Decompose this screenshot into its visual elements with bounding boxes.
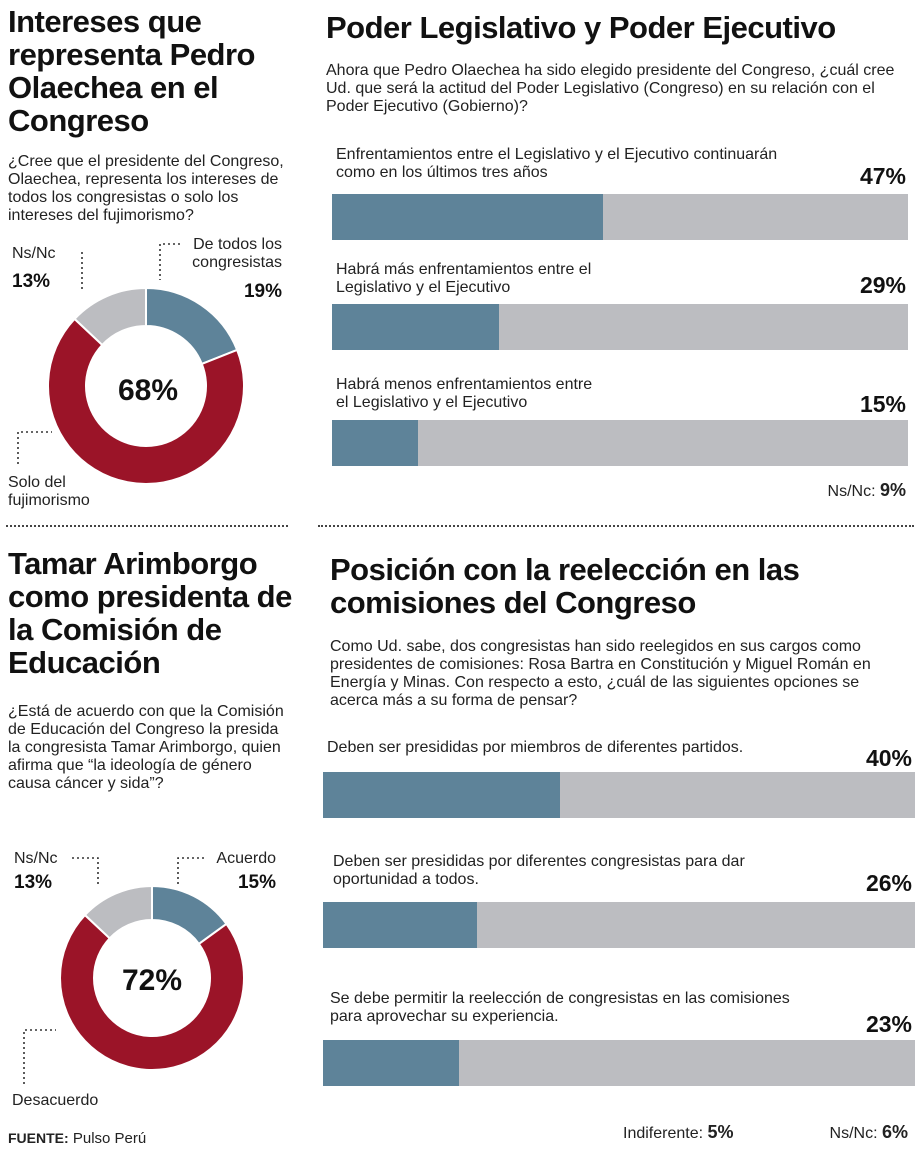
donut1-leader-todos [160,244,180,280]
donut2-leader-ns [72,858,98,886]
donut1-label-solo [8,474,90,510]
chart4-category-1-line1: Deben ser presididas por miembros de diferentes partidos. [327,739,744,756]
chart4-footnote-nsnc-value: 6% [881,1122,908,1142]
chart4-footnote-indiferente [623,1122,734,1143]
source-value: Pulso Perú [72,1130,147,1147]
source-line [8,1130,146,1147]
chart2-bar-track-2 [332,304,908,350]
chart4-category-3 [330,990,850,1027]
donut2-center-label: 72% [121,964,183,997]
chart4-bar-2 [323,902,477,948]
chart2-category-2-line1: Habrá más enfrentamientos entre el [336,261,592,278]
chart2-value-1: 47% [859,163,906,189]
separator-right [318,525,914,527]
chart4-bar-track-2 [323,902,915,948]
donut2-label-nsnc: Ns/Nc [14,850,58,867]
chart4-bar-3 [323,1040,459,1086]
donut1-leader-solo [18,432,52,464]
chart4-value-2: 26% [865,870,912,896]
chart2-category-1-line1: Enfrentamientos entre el Legislativo y el Ejecutivo continuarán [336,146,778,163]
chart2-category-3 [336,376,836,413]
chart4-category-3-line2: para aprovechar su experiencia. [330,1008,559,1026]
chart4-category-1 [327,739,847,757]
donut1-label-solo-line2: fujimorismo [8,491,90,509]
donut2-pct-nsnc: 13% [14,872,53,893]
donut2-leader-desacuerdo [24,1030,56,1084]
chart2-value-2: 29% [859,272,906,298]
chart4-category-2 [333,853,833,890]
donut2-pct-acuerdo: 15% [237,872,276,893]
chart2-footnote-value: 9% [879,480,906,500]
chart2-bar-2 [332,304,499,350]
chart4-category-2-line2: oportunidad a todos. [333,871,479,889]
chart2-bar-1 [332,194,603,240]
chart2-category-3-line2: el Legislativo y el Ejecutivo [336,394,528,412]
chart4-category-3-line1: Se debe permitir la reelección de congresistas en las comisiones [330,990,790,1007]
chart4-footnote-nsnc [780,1122,908,1143]
donut1-slice-1 [146,288,237,364]
donut1-center-label: 68% [117,374,179,407]
chart2-question: Ahora que Pedro Olaechea ha sido elegido presidente del Congreso, ¿cuál cree Ud. que será la actitud del Poder Legislativo (Congreso) en su relación con el Poder Ejecutivo (Gobierno)? [326,62,895,116]
separator-left [6,525,288,527]
donut1-label-todos-line2: congresistas [192,253,282,271]
chart4-value-3: 23% [865,1011,912,1037]
chart2-category-3-line1: Habrá menos enfrentamientos entre [336,376,593,393]
donut2-label-desacuerdo: Desacuerdo [12,1092,99,1109]
chart2-category-2 [336,261,836,298]
chart4-footnote-indiferente-label: Indiferente: [623,1125,704,1142]
chart1-title: Intereses que representa Pedro Olaechea en el Congreso [8,4,255,138]
chart4-question: Como Ud. sabe, dos congresistas han sido reelegidos en sus cargos como presidentes de comisiones: Rosa Bartra en Constitución y Miguel Román en Energía y Minas. Con respecto a esto, ¿cuál de las siguientes opciones se acerca más a su forma de pensar? [330,638,871,710]
chart2-footnote [700,480,906,501]
chart2-title: Poder Legislativo y Poder Ejecutivo [326,10,836,45]
chart1-question: ¿Cree que el presidente del Congreso, Olaechea, representa los intereses de todos los congresistas o solo los intereses del fujimorismo? [8,153,284,225]
chart2-value-3: 15% [859,391,906,417]
chart4-bar-1 [323,772,560,818]
chart4-footnote-indiferente-value: 5% [707,1122,734,1142]
chart3-question: ¿Está de acuerdo con que la Comisión de Educación del Congreso la presida la congresista Tamar Arimborgo, quien afirma que “la ideología de género causa cáncer y sida”? [8,703,284,793]
donut1-pct-nsnc: 13% [12,271,51,292]
chart4-title: Posición con la reelección en las comisiones del Congreso [330,552,800,620]
donut1-label-todos-line1: De todos los [193,236,282,253]
chart2-category-1 [336,146,836,183]
chart2-bar-3 [332,420,418,466]
chart2-category-2-line2: Legislativo y el Ejecutivo [336,279,511,297]
donut1-pct-todos: 19% [243,281,282,302]
chart2-category-1-line2: como en los últimos tres años [336,164,548,182]
chart2-footnote-label: Ns/Nc: [827,483,876,500]
donut1-label-todos [182,236,282,272]
chart4-bar-track-3 [323,1040,915,1086]
source-label: FUENTE: [8,1130,69,1146]
chart4-footnote-nsnc-label: Ns/Nc: [829,1125,878,1142]
chart4-category-2-line1: Deben ser presididas por diferentes congresistas para dar [333,853,745,870]
donut1-label-solo-line1: Solo del [8,474,66,491]
donut2-label-acuerdo: Acuerdo [216,850,276,867]
chart3-title: Tamar Arimborgo como presidenta de la Comisión de Educación [8,546,292,680]
donut1-label-nsnc: Ns/Nc [12,245,56,262]
donut2-leader-acuerdo [178,858,204,886]
chart2-bar-track-3 [332,420,908,466]
chart2-bar-track-1 [332,194,908,240]
chart4-value-1: 40% [865,745,912,771]
chart4-bar-track-1 [323,772,915,818]
